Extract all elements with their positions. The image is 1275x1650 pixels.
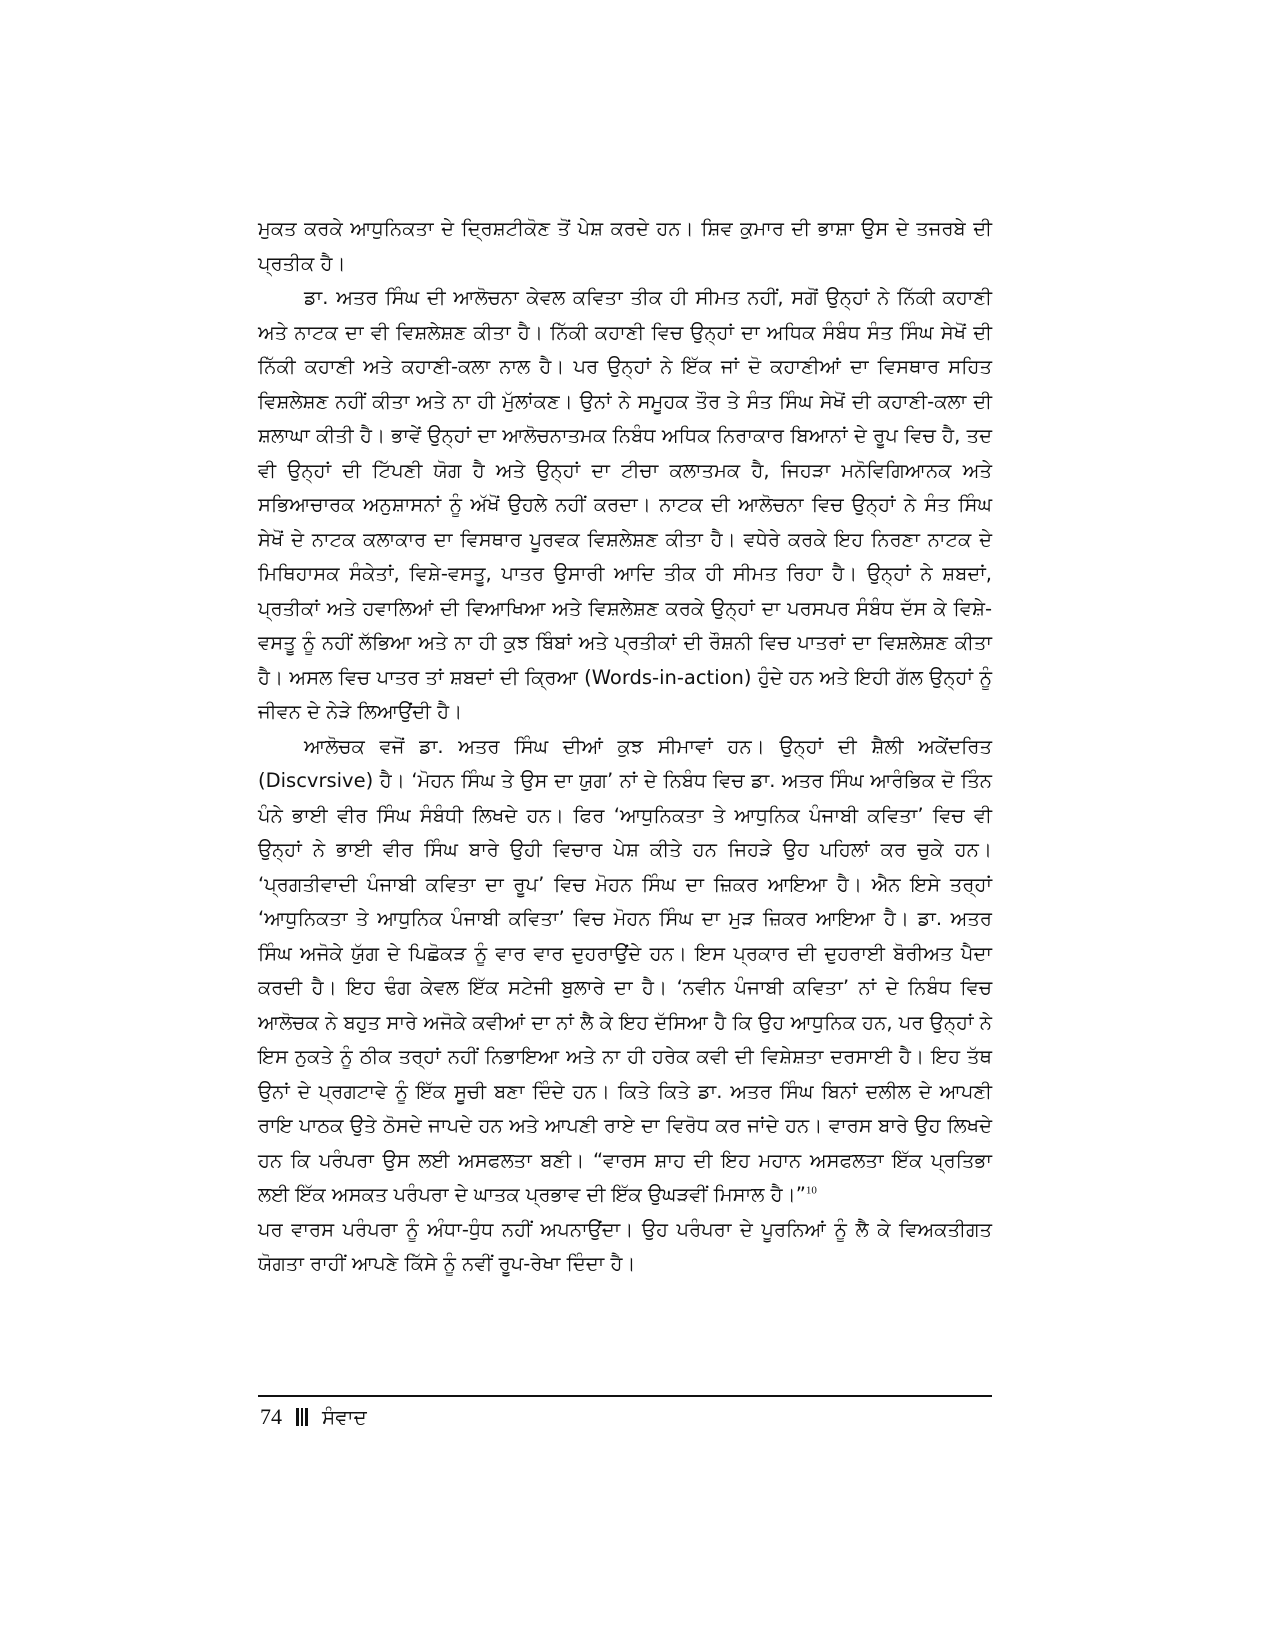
page-footer — [260, 1404, 367, 1430]
paragraph-continuation: ਮੁਕਤ ਕਰਕੇ ਆਧੁਨਿਕਤਾ ਦੇ ਦ੍ਰਿਸ਼ਟੀਕੋਣ ਤੋਂ ਪੇਸ਼ ਕਰਦੇ ਹਨ। ਸ਼ਿਵ ਕੁਮਾਰ ਦੀ ਭਾਸ਼ਾ ਉਸ ਦੇ ਤਜਰਬੇ ਦੀ ਪ੍ਰਤੀਕ ਹੈ। — [258, 217, 992, 275]
page-body — [258, 212, 992, 1282]
paragraph-waris-tradition: ਪਰ ਵਾਰਸ ਪਰੰਪਰਾ ਨੂੰ ਅੰਧਾ-ਧੁੰਧ ਨਹੀਂ ਅਪਨਾਉਂਦਾ। ਉਹ ਪਰੰਪਰਾ ਦੇ ਪੂਰਨਿਆਂ ਨੂੰ ਲੈ ਕੇ ਵਿਅਕਤੀਗਤ ਯੋਗਤਾ ਰਾਹੀਂ ਆਪਣੇ ਕਿੱਸੇ ਨੂੰ ਨਵੀਂ ਰੂਪ-ਰੇਖਾ ਦਿੰਦਾ ਹੈ। — [258, 1217, 992, 1275]
footnote-reference[interactable]: 10 — [805, 1184, 817, 1197]
paragraph-critic-limitations-text: ਆਲੋਚਕ ਵਜੋਂ ਡਾ. ਅਤਰ ਸਿੰਘ ਦੀਆਂ ਕੁਝ ਸੀਮਾਵਾਂ ਹਨ। ਉਨ੍ਹਾਂ ਦੀ ਸ਼ੈਲੀ ਅਕੇਂਦਰਿਤ (Discvrsive) ਹੈ। ‘ਮੋਹਨ ਸਿੰਘ ਤੇ ਉਸ ਦਾ ਯੁਗ’ ਨਾਂ ਦੇ ਨਿਬੰਧ ਵਿਚ ਡਾ. ਅਤਰ ਸਿੰਘ ਆਰੰਭਿਕ ਦੋ ਤਿੰਨ ਪੰਨੇ ਭਾਈ ਵੀਰ ਸਿੰਘ ਸੰਬੰਧੀ ਲਿਖਦੇ ਹਨ। ਫਿਰ ‘ਆਧੁਨਿਕਤਾ ਤੇ ਆਧੁਨਿਕ ਪੰਜਾਬੀ ਕਵਿਤਾ’ ਵਿਚ ਵੀ ਉਨ੍ਹਾਂ ਨੇ ਭਾਈ ਵੀਰ ਸਿੰਘ ਬਾਰੇ ਉਹੀ ਵਿਚਾਰ ਪੇਸ਼ ਕੀਤੇ ਹਨ ਜਿਹੜੇ ਉਹ ਪਹਿਲਾਂ ਕਰ ਚੁਕੇ ਹਨ। ‘ਪ੍ਰਗਤੀਵਾਦੀ ਪੰਜਾਬੀ ਕਵਿਤਾ ਦਾ ਰੂਪ’ ਵਿਚ ਮੋਹਨ ਸਿੰਘ ਦਾ ਜ਼ਿਕਰ ਆਇਆ ਹੈ। ਐਨ ਇਸੇ ਤਰ੍ਹਾਂ ‘ਆਧੁਨਿਕਤਾ ਤੇ ਆਧੁਨਿਕ ਪੰਜਾਬੀ ਕਵਿਤਾ’ ਵਿਚ ਮੋਹਨ ਸਿੰਘ ਦਾ ਮੁੜ ਜ਼ਿਕਰ ਆਇਆ ਹੈ। ਡਾ. ਅਤਰ ਸਿੰਘ ਅਜੋਕੇ ਯੁੱਗ ਦੇ ਪਿਛੋਕੜ ਨੂੰ ਵਾਰ ਵਾਰ ਦੁਹਰਾਉਂਦੇ ਹਨ। ਇਸ ਪ੍ਰਕਾਰ ਦੀ ਦੁਹਰਾਈ ਬੋਰੀਅਤ ਪੈਦਾ ਕਰਦੀ ਹੈ। ਇਹ ਢੰਗ ਕੇਵਲ ਇੱਕ ਸਟੇਜੀ ਬੁਲਾਰੇ ਦਾ ਹੈ। ‘ਨਵੀਨ ਪੰਜਾਬੀ ਕਵਿਤਾ’ ਨਾਂ ਦੇ ਨਿਬੰਧ ਵਿਚ ਆਲੋਚਕ ਨੇ ਬਹੁਤ ਸਾਰੇ ਅਜੋਕੇ ਕਵੀਆਂ ਦਾ ਨਾਂ ਲੈ ਕੇ ਇਹ ਦੱਸਿਆ ਹੈ ਕਿ ਉਹ ਆਧੁਨਿਕ ਹਨ, ਪਰ ਉਨ੍ਹਾਂ ਨੇ ਇਸ ਨੁਕਤੇ ਨੂੰ ਠੀਕ ਤਰ੍ਹਾਂ ਨਹੀਂ ਨਿਭਾਇਆ ਅਤੇ ਨਾ ਹੀ ਹਰੇਕ ਕਵੀ ਦੀ ਵਿਸ਼ੇਸ਼ਤਾ ਦਰਸਾਈ ਹੈ। ਇਹ ਤੱਥ ਉਨਾਂ ਦੇ ਪ੍ਰਗਟਾਵੇ ਨੂੰ ਇੱਕ ਸੂਚੀ ਬਣਾ ਦਿੰਦੇ ਹਨ। ਕਿਤੇ ਕਿਤੇ ਡਾ. ਅਤਰ ਸਿੰਘ ਬਿਨਾਂ ਦਲੀਲ ਦੇ ਆਪਣੀ ਰਾਇ ਪਾਠਕ ਉਤੇ ਠੋਸਦੇ ਜਾਪਦੇ ਹਨ ਅਤੇ ਆਪਣੀ ਰਾਏ ਦਾ ਵਿਰੋਧ ਕਰ ਜਾਂਦੇ ਹਨ। ਵਾਰਸ ਬਾਰੇ ਉਹ ਲਿਖਦੇ ਹਨ ਕਿ ਪਰੰਪਰਾ ਉਸ ਲਈ ਅਸਫਲਤਾ ਬਣੀ। “ਵਾਰਸ ਸ਼ਾਹ ਦੀ ਇਹ ਮਹਾਨ ਅਸਫਲਤਾ ਇੱਕ ਪ੍ਰਤਿਭਾ ਲਈ ਇੱਕ ਅਸਕਤ ਪਰੰਪਰਾ ਦੇ ਘਾਤਕ ਪ੍ਰਭਾਵ ਦੀ ਇੱਕ ਉਘੜਵੀਂ ਮਿਸਾਲ ਹੈ।” — [258, 734, 992, 1206]
paragraph-atar-singh-critique: ਡਾ. ਅਤਰ ਸਿੰਘ ਦੀ ਆਲੋਚਨਾ ਕੇਵਲ ਕਵਿਤਾ ਤੀਕ ਹੀ ਸੀਮਤ ਨਹੀਂ, ਸਗੋਂ ਉਨ੍ਹਾਂ ਨੇ ਨਿੱਕੀ ਕਹਾਣੀ ਅਤੇ ਨਾਟਕ ਦਾ ਵੀ ਵਿਸ਼ਲੇਸ਼ਣ ਕੀਤਾ ਹੈ। ਨਿੱਕੀ ਕਹਾਣੀ ਵਿਚ ਉਨ੍ਹਾਂ ਦਾ ਅਧਿਕ ਸੰਬੰਧ ਸੰਤ ਸਿੰਘ ਸੇਖੋਂ ਦੀ ਨਿੱਕੀ ਕਹਾਣੀ ਅਤੇ ਕਹਾਣੀ-ਕਲਾ ਨਾਲ ਹੈ। ਪਰ ਉਨ੍ਹਾਂ ਨੇ ਇੱਕ ਜਾਂ ਦੋ ਕਹਾਣੀਆਂ ਦਾ ਵਿਸਥਾਰ ਸਹਿਤ ਵਿਸ਼ਲੇਸ਼ਣ ਨਹੀਂ ਕੀਤਾ ਅਤੇ ਨਾ ਹੀ ਮੁੱਲਾਂਕਣ। ਉਨਾਂ ਨੇ ਸਮੂਹਕ ਤੌਰ ਤੇ ਸੰਤ ਸਿੰਘ ਸੇਖੋਂ ਦੀ ਕਹਾਣੀ-ਕਲਾ ਦੀ ਸ਼ਲਾਘਾ ਕੀਤੀ ਹੈ। ਭਾਵੇਂ ਉਨ੍ਹਾਂ ਦਾ ਆਲੋਚਨਾਤਮਕ ਨਿਬੰਧ ਅਧਿਕ ਨਿਰਾਕਾਰ ਬਿਆਨਾਂ ਦੇ ਰੂਪ ਵਿਚ ਹੈ, ਤਦ ਵੀ ਉਨ੍ਹਾਂ ਦੀ ਟਿੱਪਣੀ ਯੋਗ ਹੈ ਅਤੇ ਉਨ੍ਹਾਂ ਦਾ ਟੀਚਾ ਕਲਾਤਮਕ ਹੈ, ਜਿਹੜਾ ਮਨੋਵਿਗਿਆਨਕ ਅਤੇ ਸਭਿਆਚਾਰਕ ਅਨੁਸ਼ਾਸਨਾਂ ਨੂੰ ਅੱਖੋਂ ਉਹਲੇ ਨਹੀਂ ਕਰਦਾ। ਨਾਟਕ ਦੀ ਆਲੋਚਨਾ ਵਿਚ ਉਨ੍ਹਾਂ ਨੇ ਸੰਤ ਸਿੰਘ ਸੇਖੋਂ ਦੇ ਨਾਟਕ ਕਲਾਕਾਰ ਦਾ ਵਿਸਥਾਰ ਪੂਰਵਕ ਵਿਸ਼ਲੇਸ਼ਣ ਕੀਤਾ ਹੈ। ਵਧੇਰੇ ਕਰਕੇ ਇਹ ਨਿਰਣਾ ਨਾਟਕ ਦੇ ਮਿਥਿਹਾਸਕ ਸੰਕੇਤਾਂ, ਵਿਸ਼ੇ-ਵਸਤੂ, ਪਾਤਰ ਉਸਾਰੀ ਆਦਿ ਤੀਕ ਹੀ ਸੀਮਤ ਰਿਹਾ ਹੈ। ਉਨ੍ਹਾਂ ਨੇ ਸ਼ਬਦਾਂ, ਪ੍ਰਤੀਕਾਂ ਅਤੇ ਹਵਾਲਿਆਂ ਦੀ ਵਿਆਖਿਆ ਅਤੇ ਵਿਸ਼ਲੇਸ਼ਣ ਕਰਕੇ ਉਨ੍ਹਾਂ ਦਾ ਪਰਸਪਰ ਸੰਬੰਧ ਦੱਸ ਕੇ ਵਿਸ਼ੇ-ਵਸਤੂ ਨੂੰ ਨਹੀਂ ਲੱਭਿਆ ਅਤੇ ਨਾ ਹੀ ਕੁਝ ਬਿੰਬਾਂ ਅਤੇ ਪ੍ਰਤੀਕਾਂ ਦੀ ਰੌਸ਼ਨੀ ਵਿਚ ਪਾਤਰਾਂ ਦਾ ਵਿਸ਼ਲੇਸ਼ਣ ਕੀਤਾ ਹੈ। ਅਸਲ ਵਿਚ ਪਾਤਰ ਤਾਂ ਸ਼ਬਦਾਂ ਦੀ ਕ੍ਰਿਆ (Words-in-action) ਹੁੰਦੇ ਹਨ ਅਤੇ ਇਹੀ ਗੱਲ ਉਨ੍ਹਾਂ ਨੂੰ ਜੀਵਨ ਦੇ ਨੇੜੇ ਲਿਆਉਂਦੀ ਹੈ। — [258, 286, 992, 723]
triple-bar-icon — [296, 1407, 308, 1427]
page-number: 74 — [260, 1404, 282, 1429]
footer-divider — [258, 1395, 992, 1397]
footer-title: ਸੰਵਾਦ — [322, 1405, 367, 1429]
paragraph-critic-limitations — [258, 730, 992, 1213]
